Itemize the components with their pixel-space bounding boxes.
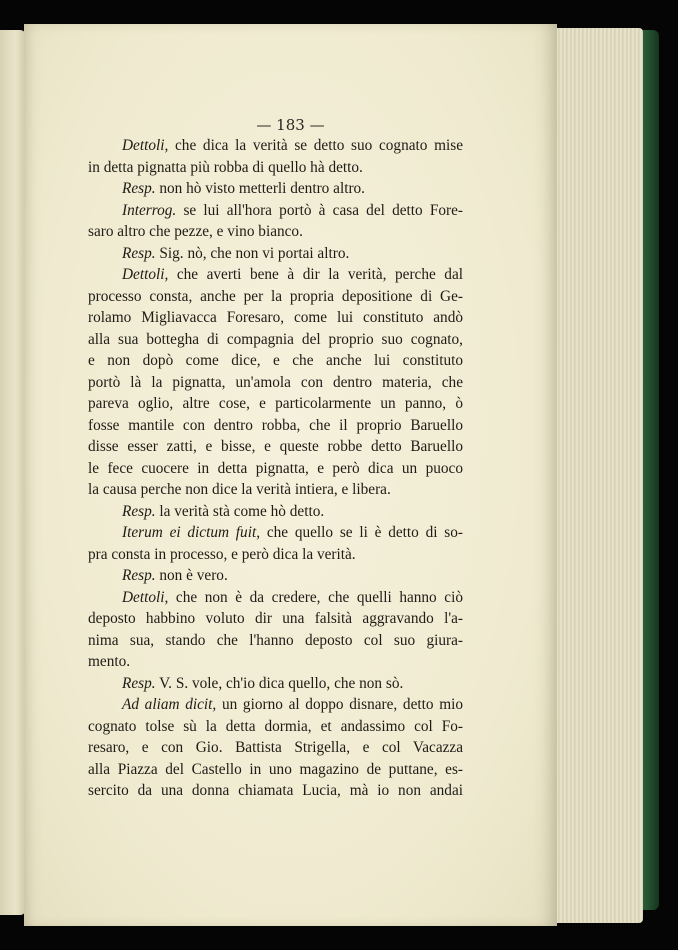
- text-line: [88, 716, 463, 738]
- text-line: [88, 565, 463, 587]
- text-line: [88, 479, 463, 501]
- speaker-label: Ad aliam dicit,: [122, 696, 217, 713]
- line-text: la verità stà come hò detto.: [155, 502, 325, 520]
- line-text: nima sua, stando che l'hanno deposto col suo giura-: [88, 631, 463, 649]
- text-line: [88, 737, 463, 759]
- line-text: non hò visto metterli dentro altro.: [155, 180, 366, 197]
- text-line: [88, 436, 463, 458]
- speaker-label: Resp.: [122, 674, 156, 692]
- line-text: cognato tolse sù la detta dormia, et andassimo col Fo-: [88, 717, 463, 735]
- speaker-label: Resp.: [122, 502, 156, 520]
- text-line: [88, 350, 463, 372]
- speaker-label: Resp.: [122, 567, 156, 584]
- text-line: [88, 243, 463, 265]
- line-text: la causa perche non dice la verità intiera, e libera.: [88, 481, 391, 498]
- text-line: [88, 458, 463, 480]
- text-line: [88, 608, 463, 630]
- line-text: portò là la pignatta, un'amola con dentro materia, che: [88, 373, 463, 391]
- line-text: un giorno al doppo disnare, detto mio: [216, 696, 464, 713]
- line-text: pareva oglio, altre cose, e particolarmente un panno, ò: [88, 395, 463, 412]
- text-line: [88, 286, 463, 308]
- line-text: deposto habbino voluto dir una falsità aggravando l'a-: [88, 610, 463, 627]
- text-line: [88, 501, 463, 523]
- text-line: [88, 780, 463, 802]
- speaker-label: Dettoli,: [122, 588, 169, 606]
- text-line: [88, 522, 463, 544]
- speaker-label: Interrog.: [122, 201, 177, 219]
- line-text: che averti bene à dir la verità, perche dal: [168, 266, 463, 283]
- line-text: che dica la verità se detto suo cognato mise: [168, 137, 463, 154]
- line-text: sercito da una donna chiamata Lucia, mà io non andai: [88, 782, 463, 799]
- page-stack: [548, 28, 643, 923]
- speaker-label: Resp.: [122, 180, 156, 197]
- line-text: fosse mantile con dentro robba, che il proprio Baruello: [88, 416, 463, 434]
- line-text: e non dopò come dice, e che anche lui constituto: [88, 352, 463, 369]
- text-line: [88, 651, 463, 673]
- book-page: [24, 24, 557, 926]
- line-text: se lui all'hora portò à casa del detto Fore-: [176, 201, 463, 219]
- facing-page-edge: [0, 30, 26, 915]
- line-text: resaro, e con Gio. Battista Strigella, e col Vacazza: [88, 739, 463, 756]
- line-text: pra consta in processo, e però dica la verità.: [88, 545, 356, 563]
- text-line: [88, 372, 463, 394]
- line-text: disse esser zatti, e bisse, e queste robbe detto Baruello: [88, 438, 463, 455]
- text-line: [88, 135, 463, 157]
- line-text: mento.: [88, 653, 131, 670]
- line-text: alla sua bottegha di compagnia del proprio suo cognato,: [88, 330, 463, 348]
- text-line: [88, 200, 463, 222]
- line-text: rolamo Migliavacca Foresaro, come lui constituto andò: [88, 309, 463, 326]
- text-line: [88, 264, 463, 286]
- text-line: [88, 759, 463, 781]
- speaker-label: Iterum ei dictum fuit,: [122, 524, 261, 541]
- text-line: [88, 157, 463, 179]
- speaker-label: Dettoli,: [122, 266, 169, 283]
- text-block: [88, 135, 463, 802]
- line-text: alla Piazza del Castello in uno magazino de puttane, es-: [88, 760, 463, 778]
- line-text: V. S. vole, ch'io dica quello, che non sò.: [155, 674, 404, 692]
- line-text: in detta pignatta più robba di quello hà detto.: [88, 158, 363, 176]
- line-text: processo consta, anche per la propria depositione di Ge-: [88, 287, 463, 305]
- text-line: [88, 329, 463, 351]
- line-text: che quello se li è detto di so-: [260, 524, 463, 541]
- line-text: saro altro che pezze, e vino bianco.: [88, 223, 303, 240]
- text-line: [88, 393, 463, 415]
- line-text: le fece cuocere in detta pignatta, e però dica un puoco: [88, 459, 463, 477]
- speaker-label: Resp.: [122, 244, 156, 262]
- text-line: [88, 630, 463, 652]
- text-line: [88, 415, 463, 437]
- page-number: — 183 —: [256, 116, 325, 134]
- text-line: [88, 307, 463, 329]
- speaker-label: Dettoli,: [122, 137, 169, 154]
- text-line: [88, 221, 463, 243]
- text-line: [88, 178, 463, 200]
- text-line: [88, 544, 463, 566]
- text-line: [88, 673, 463, 695]
- line-text: Sig. nò, che non vi portai altro.: [155, 244, 350, 262]
- line-text: non è vero.: [155, 567, 228, 584]
- text-line: [88, 694, 463, 716]
- line-text: che non è da credere, che quelli hanno ciò: [168, 588, 463, 606]
- text-line: [88, 587, 463, 609]
